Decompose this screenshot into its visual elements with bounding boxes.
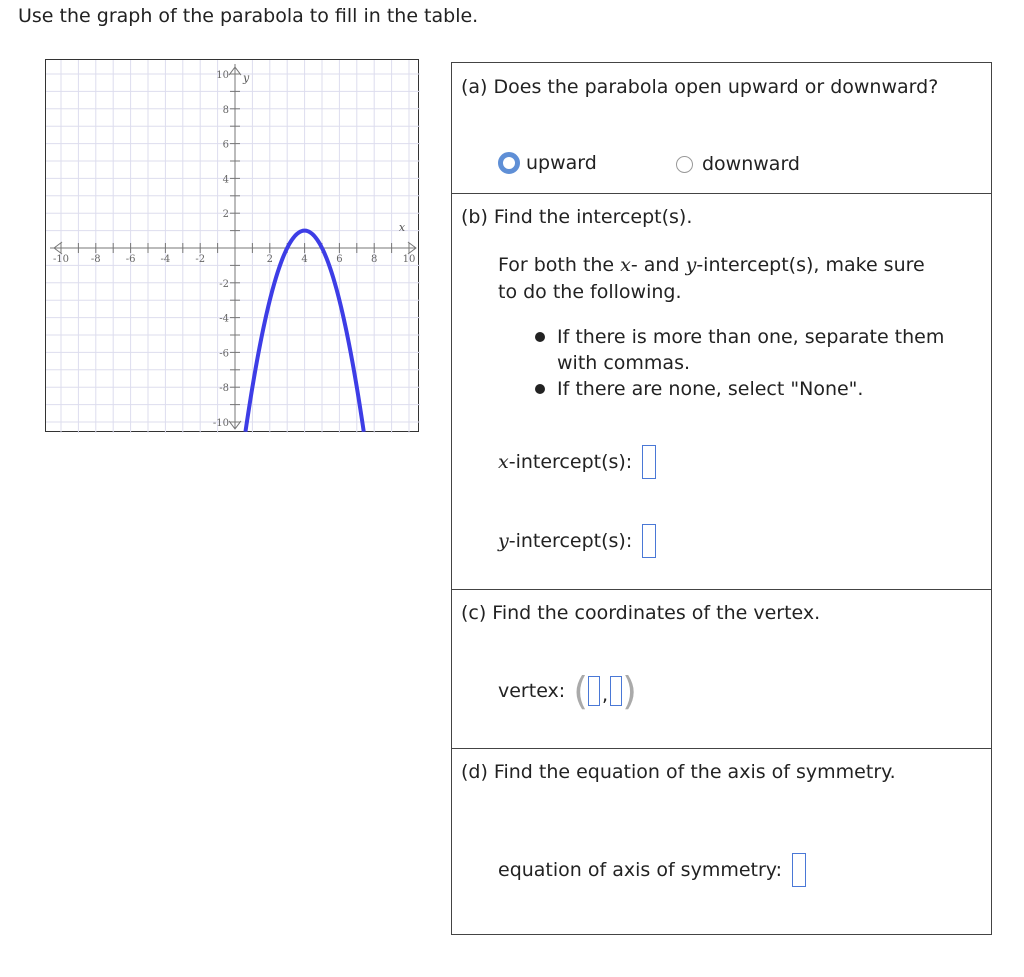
x-tick-label: -2 [195, 254, 206, 265]
part-d-section [452, 749, 991, 934]
y-tick-label: -4 [219, 313, 229, 325]
part-b-title: (b) Find the intercept(s). [461, 206, 693, 228]
x-intercept-input[interactable] [642, 445, 656, 479]
y-tick-label: 2 [222, 209, 229, 221]
axis-symmetry-row [498, 853, 806, 887]
instructions-text-3: -intercept(s), make sure [696, 254, 925, 276]
vertex-y-input[interactable] [610, 676, 622, 706]
y-intercept-row [498, 524, 656, 558]
bullet-item: If there is more than one, separate them with commas. [535, 324, 944, 376]
part-a-section [452, 63, 991, 194]
question-table [451, 62, 992, 935]
part-d-title: (d) Find the equation of the axis of symmetry. [461, 761, 896, 783]
parabola-graph [45, 59, 419, 432]
y-intercept-input[interactable] [642, 524, 656, 558]
y-tick-label: -10 [212, 418, 229, 429]
upward-option[interactable] [498, 152, 597, 174]
y-tick-label: 6 [222, 139, 229, 151]
intercept-instructions [498, 252, 925, 306]
y-tick-label: -2 [219, 278, 229, 290]
part-c-section [452, 590, 991, 749]
y-intercept-var: y [498, 530, 509, 552]
x-tick-label: 6 [336, 254, 343, 265]
upward-label: upward [526, 152, 597, 174]
x-intercept-label: -intercept(s): [508, 451, 633, 473]
x-tick-label: -10 [52, 254, 70, 265]
x-tick-label: 8 [371, 254, 378, 265]
x-intercept-row [498, 445, 656, 479]
vertex-label: vertex: [498, 680, 566, 702]
y-tick-label: 10 [216, 70, 229, 81]
part-b-section [452, 194, 991, 590]
upward-radio[interactable] [498, 152, 520, 174]
y-tick-label: -8 [219, 383, 229, 395]
axis-symmetry-input[interactable] [792, 853, 806, 887]
y-axis-label: y [243, 71, 250, 85]
vertex-x-input[interactable] [588, 676, 600, 706]
instructions-text-1: For both the [498, 254, 621, 276]
y-tick-label: 4 [222, 174, 229, 186]
x-axis-label: x [398, 221, 406, 234]
x-tick-label: -4 [160, 254, 171, 265]
instruction-bullets [535, 324, 944, 402]
y-tick-label: 8 [222, 104, 229, 116]
y-intercept-label: -intercept(s): [508, 530, 633, 552]
y-tick-label: -6 [219, 348, 229, 360]
y-var: y [685, 254, 697, 276]
x-var: x [620, 254, 631, 276]
x-tick-label: 2 [266, 254, 273, 265]
part-a-title: (a) Does the parabola open upward or downward? [461, 76, 939, 98]
part-c-title: (c) Find the coordinates of the vertex. [461, 602, 821, 624]
x-tick-label: 10 [402, 254, 416, 265]
downward-option[interactable] [676, 153, 800, 175]
open-paren: ( [573, 669, 589, 713]
vertex-comma: , [602, 684, 609, 706]
x-tick-label: -8 [90, 254, 101, 265]
graph-canvas [46, 60, 420, 433]
vertex-row [498, 669, 637, 713]
close-paren: ) [622, 669, 637, 713]
downward-label: downward [702, 153, 800, 175]
x-tick-label: -6 [125, 254, 136, 265]
instructions-text-4: to do the following. [498, 281, 682, 303]
downward-radio[interactable] [676, 156, 693, 173]
axis-symmetry-label: equation of axis of symmetry: [498, 859, 783, 881]
instructions-text-2: - and [630, 254, 686, 276]
x-intercept-var: x [498, 451, 509, 473]
x-tick-label: 4 [301, 254, 308, 265]
bullet-item: If there are none, select "None". [535, 376, 944, 402]
instruction-text: Use the graph of the parabola to fill in the table. [18, 5, 479, 27]
